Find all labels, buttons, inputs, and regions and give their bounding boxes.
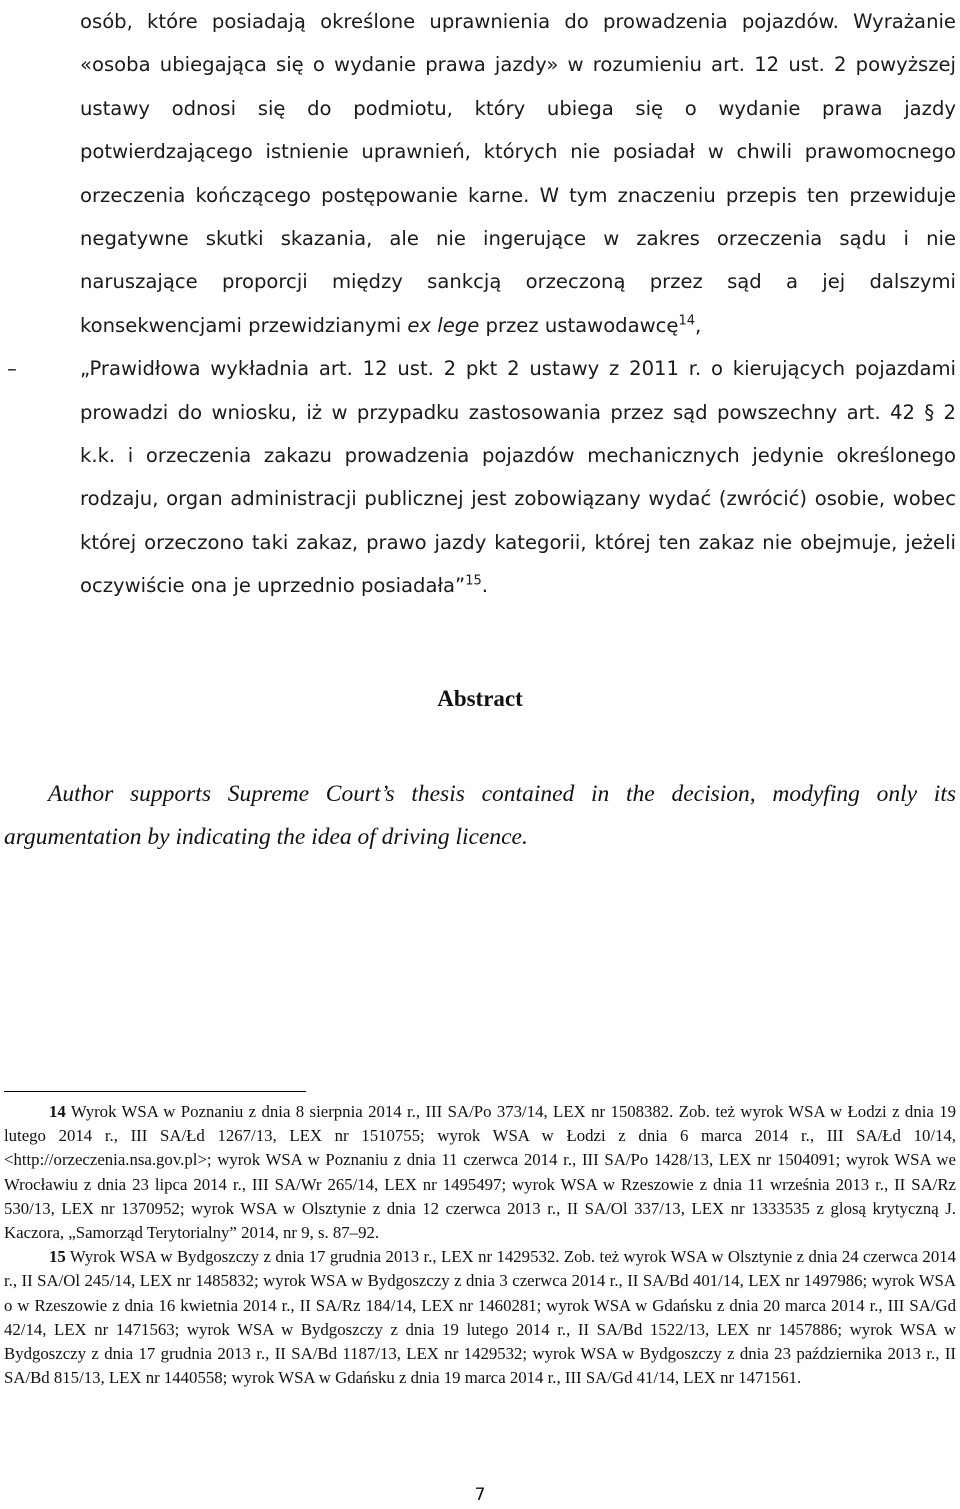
latin-term-ex-lege: ex lege (407, 313, 480, 337)
paragraph-2-text-b: . (481, 574, 488, 598)
paragraph-2-quote: „Prawidłowa wykładnia art. 12 ust. 2 pkt 2 ustawy z 2011 r. o kierujących pojazdami prowadzi do wniosku, iż w przypadku zastosowania przez sąd powszechny art. 42 § 2 k.k. i orzeczenia zakazu prowadzenia pojazdów mechanicznych jedynie określonego rodzaju, organ administracji publicznej jest zobowiązany wydać (zwrócić) osobie, wobec której orzeczono taki zakaz, prawo jazdy kategorii, której ten zakaz nie obejmuje, jeżeli oczywiście ona je uprzednio posiadała” (80, 357, 956, 598)
abstract-heading: Abstract (437, 686, 523, 711)
page-number: 7 (474, 1485, 486, 1505)
footnote-ref-14[interactable]: 14 (678, 313, 696, 329)
footnote-separator (4, 1091, 306, 1092)
footnote-number: 15 (49, 1247, 66, 1267)
footnote-text: Wyrok WSA w Bydgoszczy z dnia 17 grudnia 2013 r., LEX nr 1429532. Zob. też wyrok WSA w Olsztynie z dnia 24 czerwca 2014 r., II SA/Ol 245/14, LEX nr 1485832; wyrok WSA w Bydgoszczy z dnia 3 czerwca 2014 r., II SA/Bd 401/14, LEX nr 1497986; wyrok WSA o w Rzeszowie z dnia 16 kwietnia 2014 r., II SA/Rz 184/14, LEX nr 1460281; wyrok WSA w Gdańsku z dnia 20 marca 2014 r., III SA/Gd 42/14, LEX nr 1471563; wyrok WSA w Bydgoszczy z dnia 19 lutego 2014 r., II SA/Bd 1522/13, LEX nr 1457886; wyrok WSA w Bydgoszczy z dnia 17 grudnia 2013 r., II SA/Bd 1187/13, LEX nr 1429532; wyrok WSA w Bydgoszczy z dnia 23 października 2013 r., II SA/Bd 815/13, LEX nr 1440558; wyrok WSA w Gdańsku z dnia 19 marca 2014 r., III SA/Gd 41/14, LEX nr 1471561. (4, 1247, 956, 1388)
paragraph-1-text-c: , (695, 313, 702, 337)
footnotes-section (4, 1100, 956, 1390)
footnote-15 (4, 1245, 956, 1390)
main-body-text (7, 0, 956, 608)
footnote-14 (4, 1100, 956, 1245)
footnote-number: 14 (49, 1102, 66, 1121)
paragraph-1-text-a: osób, które posiadają określone uprawnienia do prowadzenia pojazdów. Wyrażanie «osoba ubiegająca się o wydanie prawa jazdy» w rozumieniu art. 12 ust. 2 powyższej ustawy odnosi się do podmiotu, który ubiega się o wydanie prawa jazdy potwierdzającego istnienie uprawnień, których nie posiadał w chwili prawomocnego orzeczenia kończącego postępowanie karne. W tym znaczeniu przepis ten przewiduje negatywne skutki skazania, ale nie ingerujące w zakres orzeczenia sądu i nie naruszające proporcji między sankcją orzeczoną przez sąd a jej dalszymi konsekwencjami przewidzianymi (80, 10, 956, 337)
abstract-text: Author supports Supreme Court’s thesis contained in the decision, modyfing only its argumentation by indicating the idea of driving licence. (4, 781, 956, 850)
footnote-text: Wyrok WSA w Poznaniu z dnia 8 sierpnia 2014 r., III SA/Po 373/14, LEX nr 1508382. Zob. też wyrok WSA w Łodzi z dnia 19 lutego 2014 r., III SA/Łd 1267/13, LEX nr 1510755; wyrok WSA w Łodzi z dnia 6 marca 2014 r., III SA/Łd 10/14, <http://orzeczenia.nsa.gov.pl>; wyrok WSA w Poznaniu z dnia 11 czerwca 2014 r., III SA/Po 1428/13, LEX nr 1504091; wyrok WSA we Wrocławiu z dnia 23 lipca 2014 r., III SA/Wr 265/14, LEX nr 1495497; wyrok WSA w Rzeszowie z dnia 11 września 2013 r., II SA/Rz 530/13, LEX nr 1370952; wyrok WSA w Olsztynie z dnia 12 czerwca 2013 r., II SA/Ol 337/13, LEX nr 1333535 z glosą krytyczną J. Kaczora, „Samorząd Terytorialny” 2014, nr 9, s. 87–92. (4, 1102, 956, 1243)
body-paragraph-2-list-item (7, 347, 956, 607)
footnote-ref-15[interactable]: 15 (465, 573, 482, 589)
list-dash: – (7, 357, 17, 381)
paragraph-1-text-b: przez ustawodawcę (479, 313, 679, 337)
body-paragraph-1 (80, 0, 956, 347)
